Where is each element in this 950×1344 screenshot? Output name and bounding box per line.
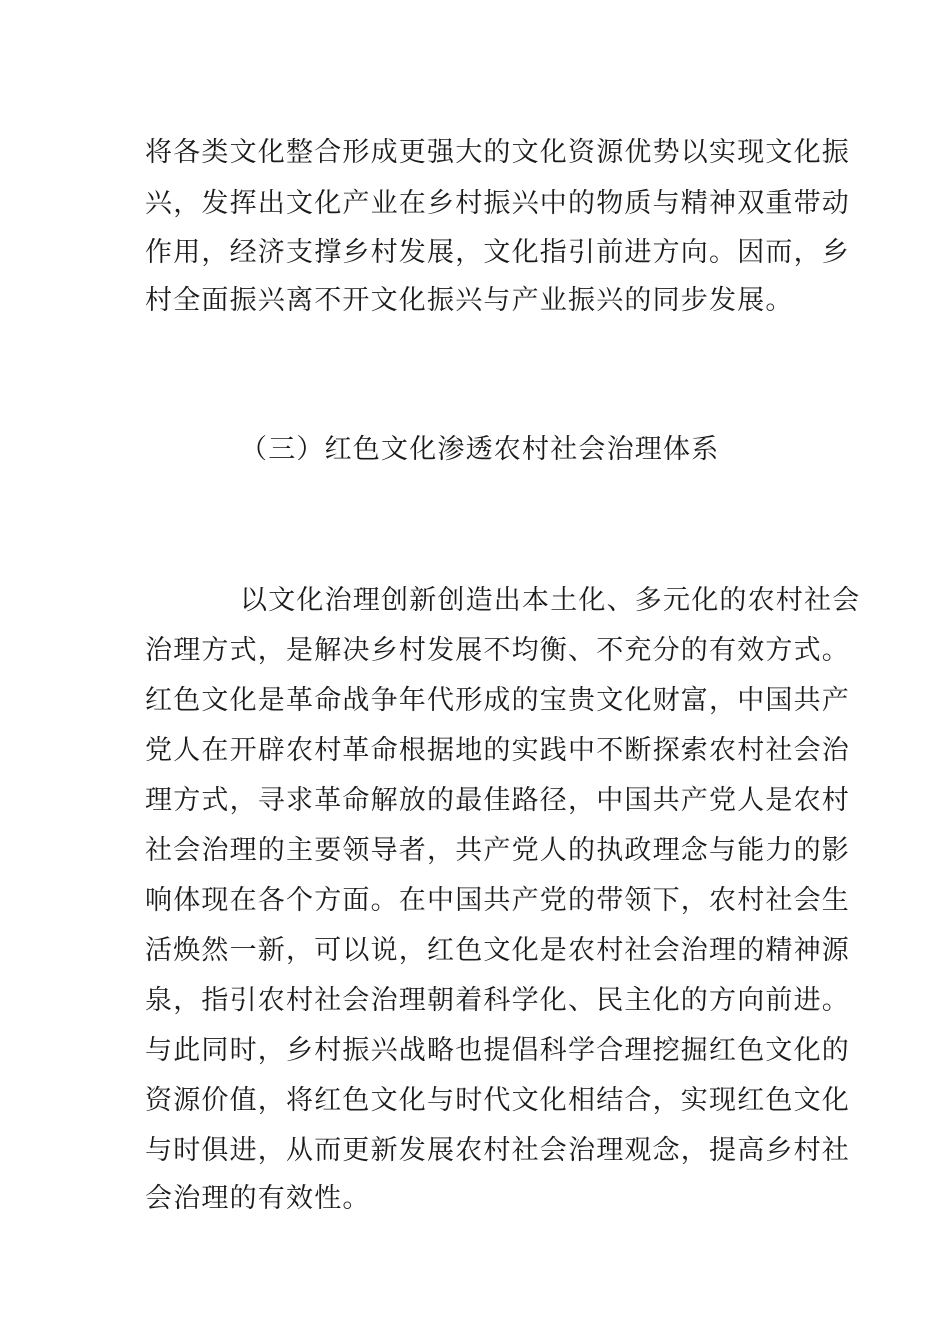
paragraph-2-line-2: 治理方式，是解决乡村发展不均衡、不充分的有效方式。 xyxy=(145,635,850,666)
paragraph-1-line-1: 将各类文化整合形成更强大的文化资源优势以实现文化振 xyxy=(145,137,850,168)
paragraph-1-line-4: 村全面振兴离不开文化振兴与产业振兴的同步发展。 xyxy=(145,285,794,316)
paragraph-1-line-3: 作用，经济支撑乡村发展，文化指引前进方向。因而，乡 xyxy=(145,237,850,268)
paragraph-2-line-3: 红色文化是革命战争年代形成的宝贵文化财富，中国共产 xyxy=(145,685,850,716)
paragraph-2-line-6: 社会治理的主要领导者，共产党人的执政理念与能力的影 xyxy=(145,835,850,866)
paragraph-2-line-12: 与时俱进，从而更新发展农村社会治理观念，提高乡村社 xyxy=(145,1135,850,1166)
paragraph-2-line-10: 与此同时，乡村振兴战略也提倡科学合理挖掘红色文化的 xyxy=(145,1035,850,1066)
paragraph-1-line-2: 兴，发挥出文化产业在乡村振兴中的物质与精神双重带动 xyxy=(145,188,850,219)
paragraph-2-line-9: 泉，指引农村社会治理朝着科学化、民主化的方向前进。 xyxy=(145,985,850,1016)
section-heading: （三）红色文化渗透农村社会治理体系 xyxy=(240,434,720,465)
paragraph-2-line-1: 以文化治理创新创造出本土化、多元化的农村社会 xyxy=(240,585,861,616)
paragraph-2-line-5: 理方式，寻求革命解放的最佳路径，中国共产党人是农村 xyxy=(145,785,850,816)
paragraph-2-line-7: 响体现在各个方面。在中国共产党的带领下，农村社会生 xyxy=(145,885,850,916)
paragraph-2-line-13: 会治理的有效性。 xyxy=(145,1183,371,1214)
paragraph-2-line-4: 党人在开辟农村革命根据地的实践中不断探索农村社会治 xyxy=(145,735,850,766)
paragraph-2-line-11: 资源价值，将红色文化与时代文化相结合，实现红色文化 xyxy=(145,1085,850,1116)
paragraph-2-line-8: 活焕然一新，可以说，红色文化是农村社会治理的精神源 xyxy=(145,935,850,966)
